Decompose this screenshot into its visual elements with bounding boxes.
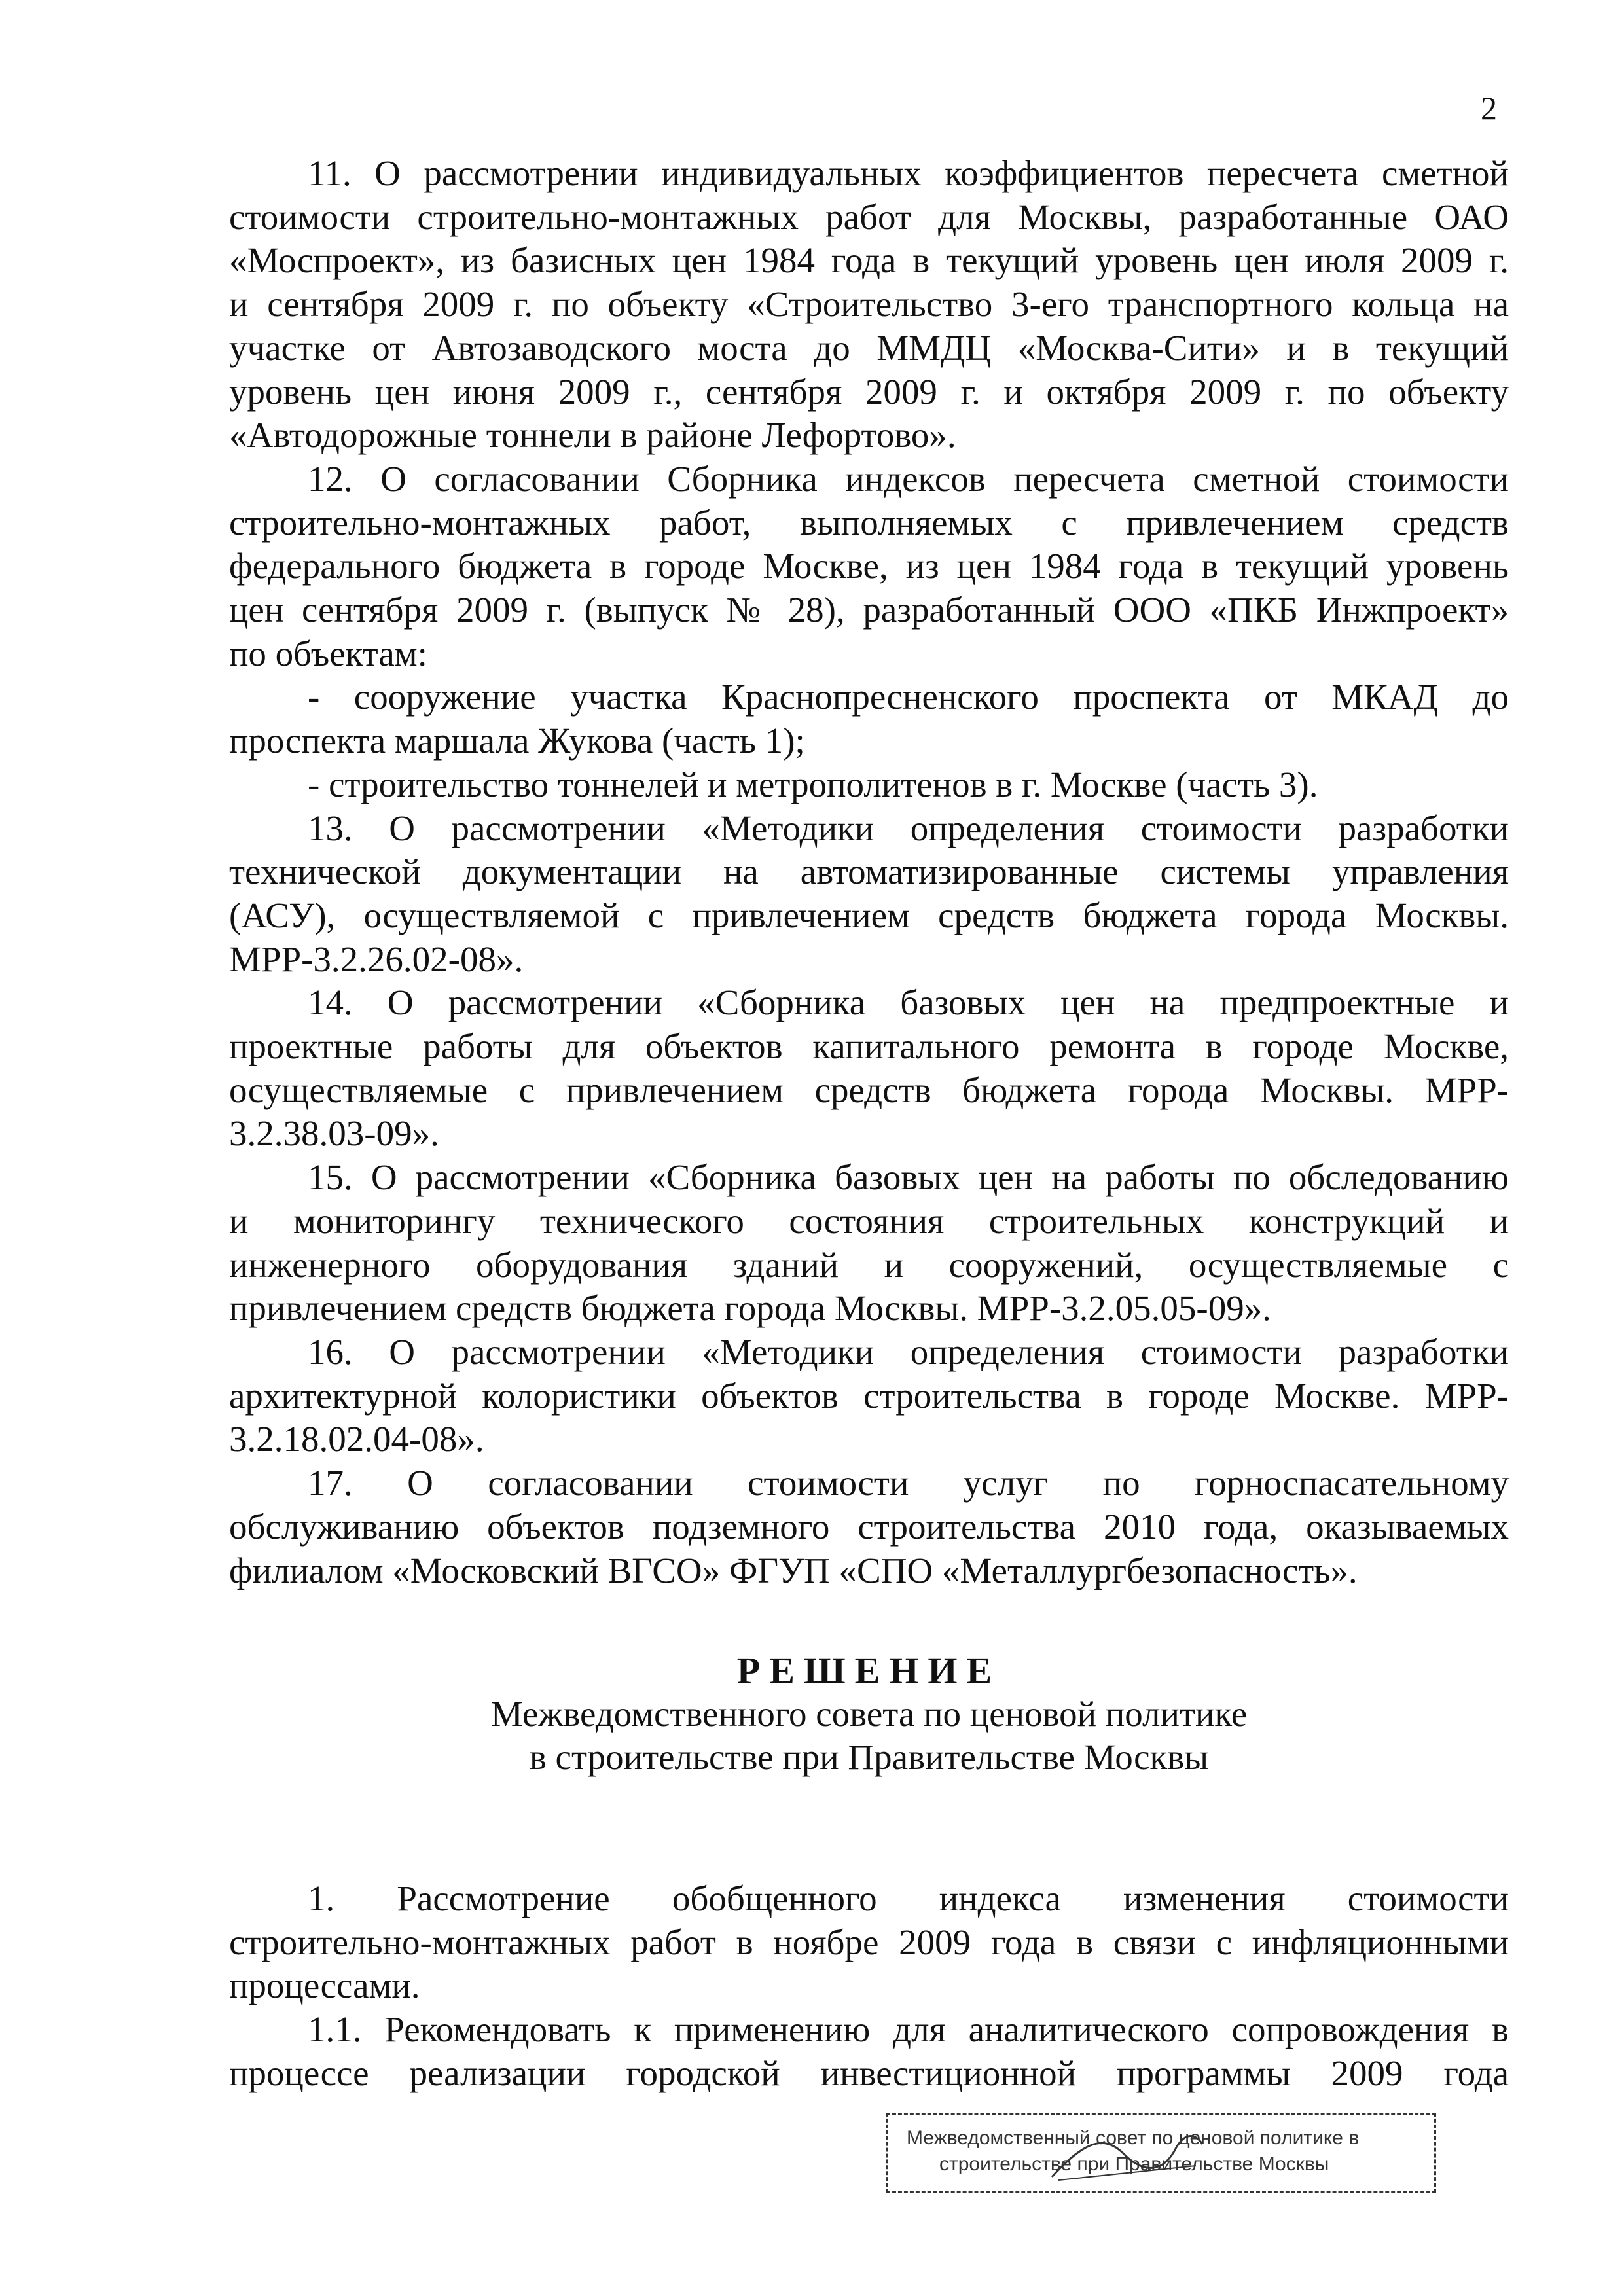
text-line: 15. О рассмотрении «Сборника базовых цен на работы по обследованию [308,1157,1509,1198]
text-line: 17. О согласовании стоимости услуг по горноспасательному [308,1463,1509,1503]
text-line: 11. О рассмотрении индивидуальных коэффициентов пересчета сметной [308,153,1509,193]
signature-icon [888,2115,1436,2193]
items-paragraph [229,763,1509,807]
text-line: 1. Рассмотрение обобщенного индекса изменения стоимости [308,1878,1509,1918]
text-line: (АСУ), осуществляемой с привлечением средств бюджета города Москвы. [229,895,1509,935]
text-line: проспекта маршала Жукова (часть 1); [229,721,805,761]
decision-title: РЕШЕНИЕ [736,1649,1001,1692]
text-line: филиалом «Московский ВГСО» ФГУП «СПО «Металлургбезопасность». [229,1550,1358,1590]
items-paragraph [229,981,1509,1156]
items-paragraph [229,807,1509,982]
text-line: цен сентября 2009 г. (выпуск № 28), разработанный ООО «ПКБ Инжпроект» [229,590,1509,630]
page-number: 2 [1481,90,1497,126]
text-line: стоимости строительно-монтажных работ для Москвы, разработанные ОАО [229,196,1509,237]
text-line: и мониторингу технического состояния строительных конструкций и [229,1200,1509,1241]
decision-list [229,1877,1509,2096]
text-line: федерального бюджета в городе Москве, из цен 1984 года в текущий уровень [229,546,1509,586]
text-line: 13. О рассмотрении «Методики определения стоимости разработки [308,808,1509,848]
text-line: архитектурной колористики объектов строительства в городе Москве. МРР- [229,1375,1509,1416]
text-line: инженерного оборудования зданий и сооружений, осуществляемые с [229,1244,1509,1285]
decision-subtitle-line-1: Межведомственного совета по ценовой политике [490,1694,1248,1734]
text-line: «Автодорожные тоннели в районе Лефортово». [229,415,956,456]
text-line: по объектам: [229,633,427,673]
text-line: участке от Автозаводского моста до ММДЦ «Москва-Сити» и в текущий [229,327,1509,368]
decision-subtitle-line-2: в строительстве при Правительстве Москвы [529,1737,1209,1777]
items-paragraph [229,1331,1509,1462]
items-paragraph [229,457,1509,676]
text-line: строительно-монтажных работ в ноябре 2009 года в связи с инфляционными [229,1922,1509,1962]
council-stamp [886,2113,1436,2193]
text-line: - сооружение участка Краснопресненского проспекта от МКАД до [308,677,1509,717]
stamp-line-2: строительстве при Правительстве Москвы [939,2153,1329,2175]
text-line: процессами. [229,1965,420,2006]
items-paragraph [229,1156,1509,1331]
text-line: осуществляемые с привлечением средств бюджета города Москвы. МРР- [229,1069,1509,1110]
text-line: 16. О рассмотрении «Методики определения стоимости разработки [308,1331,1509,1372]
text-line: 12. О согласовании Сборника индексов пересчета сметной стоимости [308,458,1509,499]
text-line: 3.2.18.02.04-08». [229,1419,484,1460]
decision_items-paragraph [229,2008,1509,2095]
text-line: 1.1. Рекомендовать к применению для аналитического сопровождения в [308,2009,1509,2050]
text-line: и сентября 2009 г. по объекту «Строительство 3-его транспортного кольца на [229,284,1509,325]
text-line: технической документации на автоматизированные системы управления [229,852,1509,892]
text-line: привлечением средств бюджета города Москвы. МРР-3.2.05.05-09». [229,1288,1271,1329]
text-line: уровень цен июня 2009 г., сентября 2009 г. и октября 2009 г. по объекту [229,371,1509,412]
decision_items-paragraph [229,1877,1509,2008]
text-line: «Моспроект», из базисных цен 1984 года в текущий уровень цен июля 2009 г. [229,240,1509,281]
text-line: - строительство тоннелей и метрополитенов в г. Москве (часть 3). [308,764,1318,804]
text-line: МРР-3.2.26.02-08». [229,939,524,979]
agenda-list [229,152,1509,1592]
text-line: обслуживанию объектов подземного строительства 2010 года, оказываемых [229,1506,1509,1547]
stamp-line-1: Межведомственный совет по ценовой политике в [907,2127,1360,2149]
items-paragraph [229,675,1509,762]
text-line: проектные работы для объектов капитального ремонта в городе Москве, [229,1026,1509,1067]
decision-heading [229,1649,1509,1779]
text-line: процессе реализации городской инвестиционной программы 2009 года [229,2053,1509,2093]
text-line: 14. О рассмотрении «Сборника базовых цен на предпроектные и [308,982,1509,1023]
items-paragraph [229,152,1509,457]
items-paragraph [229,1462,1509,1592]
text-line: 3.2.38.03-09». [229,1113,439,1154]
text-line: строительно-монтажных работ, выполняемых с привлечением средств [229,502,1509,543]
